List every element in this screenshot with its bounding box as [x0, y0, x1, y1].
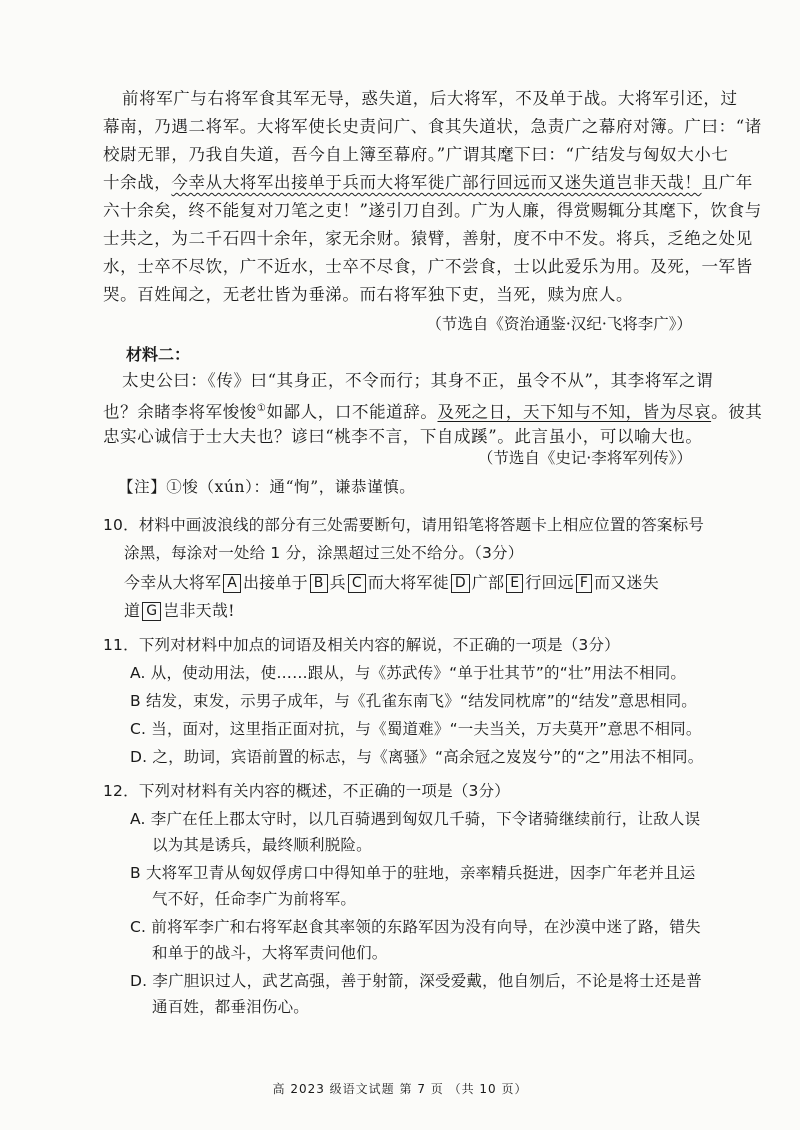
source-citation: （节选自《史记·李将军列传》） [477, 449, 692, 467]
passage-line: 忠实心诚信于士大夫也？谚曰“桃李不言，下自成蹊”。此言虽小，可以喻大也。 [103, 427, 703, 446]
option-d[interactable]: D. 李广胆识过人，武艺高强，善于射箭，深受爱戴，他自刎后，不论是将士还是普 [130, 972, 702, 990]
passage-text: 。彼其 [711, 402, 763, 422]
passage-line: 幕南，乃遇二将军。大将军使长史责问广、食其失道状，急责广之幕府对簿。广曰：“诸 [103, 117, 762, 136]
text-segment: 出接单于 [242, 573, 308, 592]
answer-box-e[interactable]: E [506, 574, 523, 593]
option-a-continued: 以为其是诱兵，最终顺利脱险。 [152, 836, 372, 854]
text-segment: 道 [124, 601, 141, 620]
page-footer: 高 2023 级语文试题 第 7 页 （共 10 页） [272, 1082, 528, 1096]
passage-line-underlined [103, 398, 762, 424]
footnote: 【注】①悛（xún）：通“恂”，谦恭谨慎。 [118, 478, 416, 496]
option-b-continued: 气不好，任命李广为前将军。 [152, 890, 357, 908]
underlined-text: 及死之日，天下知与不知，皆为尽哀 [437, 402, 712, 422]
answer-box-c[interactable]: C [348, 574, 366, 593]
passage-line: 前将军广与右将军食其军无导，惑失道，后大将军，不及单于战。大将军引还，过 [122, 89, 738, 108]
passage-line: 水，士卒不尽饮，广不近水，士卒不尽食，广不尝食，士以此爱乐为用。及死，一军皆 [103, 257, 753, 276]
passage-line: 太史公曰：《传》曰“其身正，不令而行；其身不正，虽令不从”，其李将军之谓 [122, 371, 714, 390]
question-stem: 10．材料中画波浪线的部分有三处需要断句，请用铅笔将答题卡上相应位置的答案标号 [103, 516, 705, 534]
answer-box-d[interactable]: D [451, 574, 470, 593]
option-b[interactable]: B 结发，束发，示男子成年，与《孔雀东南飞》“结发同枕席”的“结发”意思相同。 [130, 692, 697, 710]
question-stem: 涂黑，每涂对一处给 1 分，涂黑超过三处不给分。（3分） [124, 544, 524, 562]
material-heading: 材料二： [126, 345, 191, 364]
question-stem: 12．下列对材料有关内容的概述，不正确的一项是（3分） [103, 782, 510, 800]
text-segment: 行回远 [525, 573, 574, 592]
option-b[interactable]: B 大将军卫青从匈奴俘虏口中得知单于的驻地，亲率精兵挺进，因李广年老并且运 [130, 864, 696, 882]
option-a[interactable]: A. 李广在任上郡太守时，以几百骑遇到匈奴几千骑，下令诸骑继续前行，让敌人误 [130, 810, 701, 828]
wavy-underlined-text: 今幸从大将军出接单于兵而大将军徙广部行回远而又迷失道岂非天哉！ [171, 173, 702, 192]
option-c-continued: 和单于的战斗，大将军责问他们。 [152, 944, 388, 962]
passage-line: 哭。百姓闻之，无老壮皆为垂涕。而右将军独下吏，当死，赎为庶人。 [103, 285, 634, 304]
passage-text: 如鄙人，口不能道辞。 [266, 402, 438, 422]
passage-line: 士共之，为二千石四十余年，家无余财。猿臂，善射，度不中不发。将兵，乏绝之处见 [103, 229, 753, 248]
text-segment: 岂非天哉! [163, 601, 235, 620]
passage-line-wavy [103, 172, 753, 194]
answer-box-b[interactable]: B [310, 574, 328, 593]
segmentation-line [124, 600, 235, 622]
option-a[interactable]: A. 从，使动用法，使……跟从，与《苏武传》“单于壮其节”的“壮”用法不相同。 [130, 664, 687, 682]
source-citation: （节选自《资治通鉴·汉纪·飞将李广》） [426, 315, 692, 333]
text-segment: 而又迷失 [594, 573, 659, 592]
option-c[interactable]: C. 当，面对，这里指正面对抗，与《蜀道难》“一夫当关，万夫莫开”意思不相同。 [130, 720, 702, 738]
option-d[interactable]: D. 之，助词，宾语前置的标志，与《离骚》“高余冠之岌岌兮”的“之”用法不相同。 [130, 748, 704, 766]
text-segment: 而大将军徙 [367, 573, 449, 592]
passage-line: 六十余矣，终不能复对刀笔之吏！”遂引刀自刭。广为人廉，得赏赐辄分其麾下，饮食与 [103, 201, 762, 220]
footnote-marker: ① [256, 403, 267, 414]
option-d-continued: 通百姓，都垂泪伤心。 [152, 998, 310, 1016]
option-c[interactable]: C. 前将军李广和右将军赵食其率领的东路军因为没有向导，在沙漠中迷了路，错失 [130, 918, 701, 936]
text-segment: 兵 [329, 573, 346, 592]
passage-line: 校尉无罪，乃我自失道，吾今自上簿至幕府。”广谓其麾下曰：“广结发与匈奴大小七 [103, 145, 729, 164]
answer-box-f[interactable]: F [576, 574, 592, 593]
answer-box-a[interactable]: A [223, 574, 241, 593]
question-stem: 11．下列对材料中加点的词语及相关内容的解说，不正确的一项是（3分） [103, 636, 620, 654]
passage-text: 也？余睹李将军悛悛 [103, 402, 257, 422]
text-segment: 今幸从大将军 [124, 573, 222, 592]
answer-box-g[interactable]: G [142, 602, 161, 621]
segmentation-line [124, 572, 659, 594]
passage-text: 十余战， [103, 173, 172, 192]
text-segment: 广部 [471, 573, 505, 592]
passage-text: 且广年 [701, 173, 753, 192]
